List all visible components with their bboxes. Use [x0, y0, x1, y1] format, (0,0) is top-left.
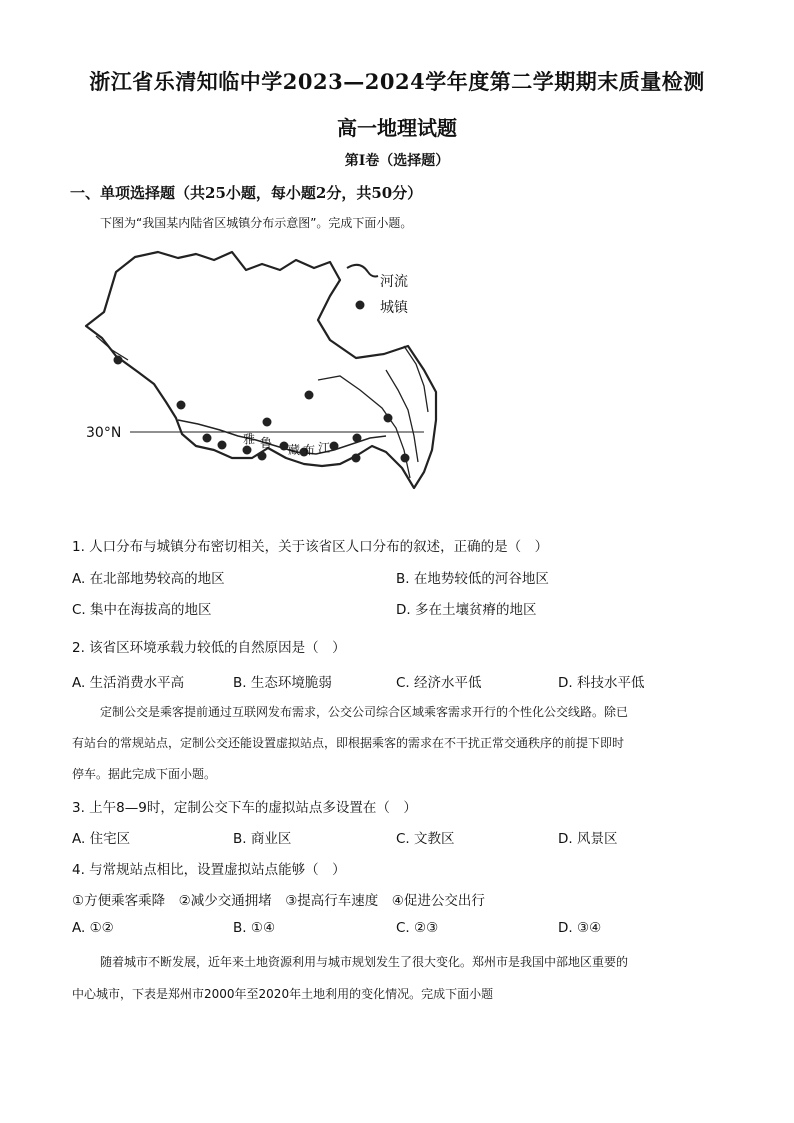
q1-option-d[interactable]: D. 多在土壤贫瘠的地区 [396, 602, 537, 618]
section-heading: 一、单项选择题（共25小题，每小题2分，共50分） [70, 184, 423, 202]
legend-river-label: 河流 [380, 274, 408, 290]
town-dot [353, 434, 362, 443]
legend-town-label: 城镇 [380, 300, 408, 316]
town-dot [258, 452, 267, 461]
river-east-3 [404, 346, 428, 412]
q4-option-c[interactable]: C. ②③ [396, 920, 439, 936]
volume-heading: 第Ⅰ卷（选择题） [344, 153, 450, 169]
land-intro-line-2: 中心城市，下表是郑州市2000年至2020年土地利用的变化情况。完成下面小题 [72, 987, 494, 1001]
q3-option-c[interactable]: C. 文教区 [396, 831, 455, 847]
town-dot [401, 454, 410, 463]
q1-option-a[interactable]: A. 在北部地势较高的地区 [72, 571, 225, 587]
river-west [96, 336, 128, 360]
town-dot [243, 446, 252, 455]
q2-option-c[interactable]: C. 经济水平低 [396, 675, 482, 691]
q3-option-a[interactable]: A. 住宅区 [72, 831, 131, 847]
town-dot [114, 356, 123, 365]
question-2: 2. 该省区环境承载力较低的自然原因是（ ） [72, 640, 346, 656]
river-char: 鲁 [260, 436, 273, 450]
q1-option-c[interactable]: C. 集中在海拔高的地区 [72, 602, 212, 618]
town-dot [177, 401, 186, 410]
q4-option-d[interactable]: D. ③④ [558, 920, 602, 936]
question-1: 1. 人口分布与城镇分布密切相关，关于该省区人口分布的叙述，正确的是（ ） [72, 539, 549, 555]
q4-statements: ①方便乘客乘降 ②减少交通拥堵 ③提高行车速度 ④促进公交出行 [72, 893, 485, 909]
town-dot [218, 441, 227, 450]
bus-intro-line-2: 有站台的常规站点，定制公交还能设置虚拟站点，即根据乘客的需求在不干扰正常交通秩序的前提下即时 [72, 736, 625, 750]
town-dot [305, 391, 314, 400]
bus-intro-line-3: 停车。据此完成下面小题。 [72, 767, 217, 781]
legend-town-icon [356, 301, 365, 310]
q3-option-b[interactable]: B. 商业区 [233, 831, 292, 847]
town-dot [352, 454, 361, 463]
river-char: 雅 [243, 432, 256, 446]
river-char: 江 [318, 441, 331, 455]
q2-option-b[interactable]: B. 生态环境脆弱 [233, 675, 332, 691]
bus-intro-line-1: 定制公交是乘客提前通过互联网发布需求，公交公司综合区域乘客需求开行的个性化公交线路。除已 [100, 705, 629, 719]
latitude-label: 30°N [86, 425, 122, 441]
town-dot [330, 442, 339, 451]
river-char: 藏 [288, 443, 301, 457]
q4-option-b[interactable]: B. ①④ [233, 920, 276, 936]
map-intro: 下图为“我国某内陆省区城镇分布示意图”。完成下面小题。 [100, 216, 413, 230]
town-dot [384, 414, 393, 423]
river-char: 布 [303, 443, 316, 457]
town-dot [203, 434, 212, 443]
legend-river-icon [347, 265, 378, 277]
q2-option-a[interactable]: A. 生活消费水平高 [72, 675, 185, 691]
province-town-map [0, 240, 794, 500]
exam-title: 浙江省乐清知临中学2023—2024学年度第二学期期末质量检测 [89, 69, 705, 94]
q4-option-a[interactable]: A. ①② [72, 920, 114, 936]
question-3: 3. 上午8—9时，定制公交下车的虚拟站点多设置在（ ） [72, 800, 417, 816]
q2-option-d[interactable]: D. 科技水平低 [558, 675, 645, 691]
question-4: 4. 与常规站点相比，设置虚拟站点能够（ ） [72, 862, 346, 878]
exam-subtitle: 高一地理试题 [337, 116, 457, 140]
q1-option-b[interactable]: B. 在地势较低的河谷地区 [396, 571, 549, 587]
town-dot [263, 418, 272, 427]
q3-option-d[interactable]: D. 风景区 [558, 831, 618, 847]
land-intro-line-1: 随着城市不断发展，近年来土地资源利用与城市规划发生了很大变化。郑州市是我国中部地区重要的 [100, 955, 629, 969]
